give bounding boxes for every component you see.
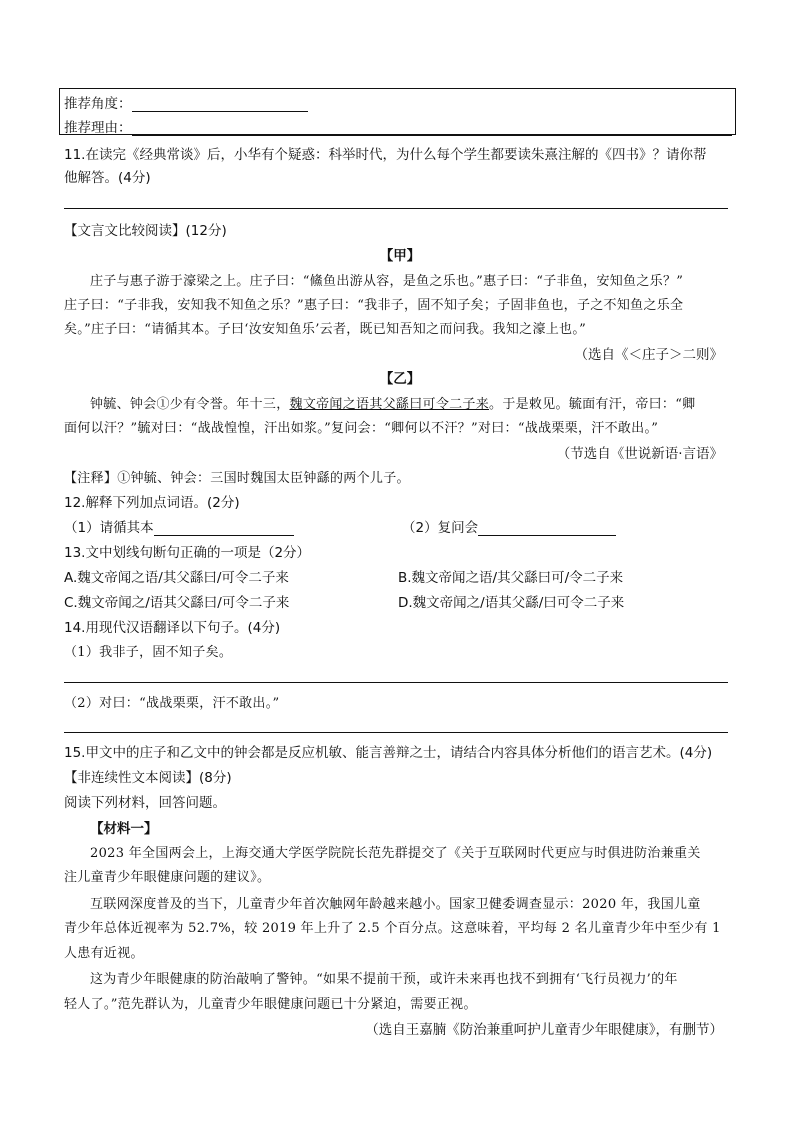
- material1-para-5: 人患有近视。: [64, 946, 144, 961]
- q12-item-2-text: （2）复问会: [402, 520, 479, 536]
- q13-option-b[interactable]: B.魏文帝闻之语/其父繇曰可/令二子来: [398, 570, 624, 586]
- jia-source: （选自《＜庄子＞二则》: [574, 347, 723, 363]
- recommend-reason-blank[interactable]: [132, 121, 732, 136]
- q13-option-c[interactable]: C.魏文帝闻之/语其父繇曰/可令二子来: [64, 595, 290, 611]
- q14-title: 14.用现代汉语翻译以下句子。(4分): [64, 620, 281, 636]
- recommend-angle-blank[interactable]: [132, 97, 308, 112]
- q12-item-2: [402, 516, 616, 536]
- q12-title: 12.解释下列加点词语。(2分): [64, 495, 240, 511]
- q13-option-d[interactable]: D.魏文帝闻之/语其父繇/曰可令二子来: [398, 595, 625, 611]
- yi-line-1: [90, 393, 695, 412]
- q14-item-1-answer-line[interactable]: [64, 682, 728, 683]
- q12-item-1-blank[interactable]: [154, 521, 294, 536]
- annotation-note: 【注释】①钟毓、钟会：三国时魏国太臣钟繇的两个儿子。: [64, 471, 410, 486]
- q12-item-2-blank[interactable]: [478, 521, 616, 536]
- material1-source: （选自王嘉腩《防治兼重呵护儿童青少年眼健康》，有删节）: [365, 1022, 723, 1038]
- yi-source: （节选自《世说新语·言语》: [556, 446, 723, 462]
- yi-line-2: 面何以汗？”毓对曰：“战战惶惶，汗出如浆。”复问会：“卿何以不汗？”对曰：“战战栗栗，汗不敢出。”: [64, 421, 659, 436]
- q15-text: 15.甲文中的庄子和乙文中的钟会都是反应机敏、能言善辩之士，请结合内容具体分析他们的语言艺术。(4分): [64, 745, 713, 761]
- yi-line-1-part-a: 钟毓、钟会①少有令誉。年十三，: [90, 397, 290, 412]
- q13-title: 13.文中划线句断句正确的一项是（2分）: [64, 545, 311, 561]
- q12-item-1: [64, 516, 294, 536]
- q13-option-a[interactable]: A.魏文帝闻之语/其父繇曰/可令二子来: [64, 570, 289, 586]
- nonlinear-instruction: 阅读下列材料，回答问题。: [64, 795, 226, 811]
- material1-title: 【材料一】: [90, 821, 158, 837]
- jia-line-3: 矣。”庄子曰：“请循其本。子曰‘汝安知鱼乐’云者，既已知吾知之而问我。我知之濠上也。”: [64, 322, 587, 337]
- material1-para-4: 青少年总体近视率为 52.7%，较 2019 年上升了 2.5 个百分点。这意味着，平均每 2 名儿童青少年中至少有 1: [64, 921, 721, 936]
- material1-para-2: 注儿童青少年眼健康问题的建议》。: [64, 870, 271, 885]
- yi-title: 【乙】: [379, 371, 421, 387]
- yi-underlined-sentence: 魏文帝闻之语其父繇曰可令二子来: [289, 397, 490, 412]
- jia-line-1: 庄子与惠子游于濠梁之上。庄子曰：“鯈鱼出游从容，是鱼之乐也。”惠子曰：“子非鱼，安知鱼之乐？”: [90, 274, 684, 289]
- recommend-reason-label: 推荐理由：: [64, 120, 132, 136]
- material1-para-6: 这为青少年眼健康的防治敲响了警钟。“如果不提前干预，或许未来再也找不到拥有‘飞行员视力’的年: [90, 972, 678, 987]
- q11-line2: 他解答。(4分): [64, 170, 151, 186]
- recommend-angle-row: [64, 92, 308, 112]
- q14-item-2: （2）对曰：“战战栗栗，汗不敢出。”: [64, 696, 280, 711]
- material1-para-1: 2023 年全国两会上，上海交通大学医学院院长范先群提交了《关于互联网时代更应与时俱进防治兼重关: [90, 846, 701, 861]
- recommend-angle-label: 推荐角度：: [64, 96, 132, 112]
- yi-line-1-part-b: 。于是敕见。毓面有汗，帝曰：“卿: [489, 397, 696, 412]
- material1-para-3: 互联网深度普及的当下，儿童青少年首次触网年龄越来越小。国家卫健委调查显示：2020 年，我国儿童: [90, 897, 701, 912]
- q14-item-2-answer-line[interactable]: [64, 732, 728, 733]
- recommend-reason-row: [64, 116, 732, 136]
- q11-line1: 11.在读完《经典常谈》后，小华有个疑惑：科举时代，为什么每个学生都要读朱熹注解的《四书》？请你帮: [64, 147, 707, 163]
- q14-item-1: （1）我非子，固不知子矣。: [64, 645, 233, 660]
- q12-item-1-text: （1）请循其本: [64, 520, 154, 536]
- jia-line-2: 庄子曰：“子非我，安知我不知鱼之乐？”惠子曰：“我非子，固不知子矣；子固非鱼也，子之不知鱼之乐全: [64, 298, 684, 313]
- q11-answer-line[interactable]: [64, 208, 728, 209]
- material1-para-7: 轻人了。”范先群认为，儿童青少年眼健康问题已十分紧迫，需要正视。: [64, 997, 477, 1012]
- classical-section-title: 【文言文比较阅读】(12分): [64, 223, 227, 239]
- jia-title: 【甲】: [379, 248, 421, 264]
- nonlinear-section-title: 【非连续性文本阅读】(8分): [64, 770, 232, 786]
